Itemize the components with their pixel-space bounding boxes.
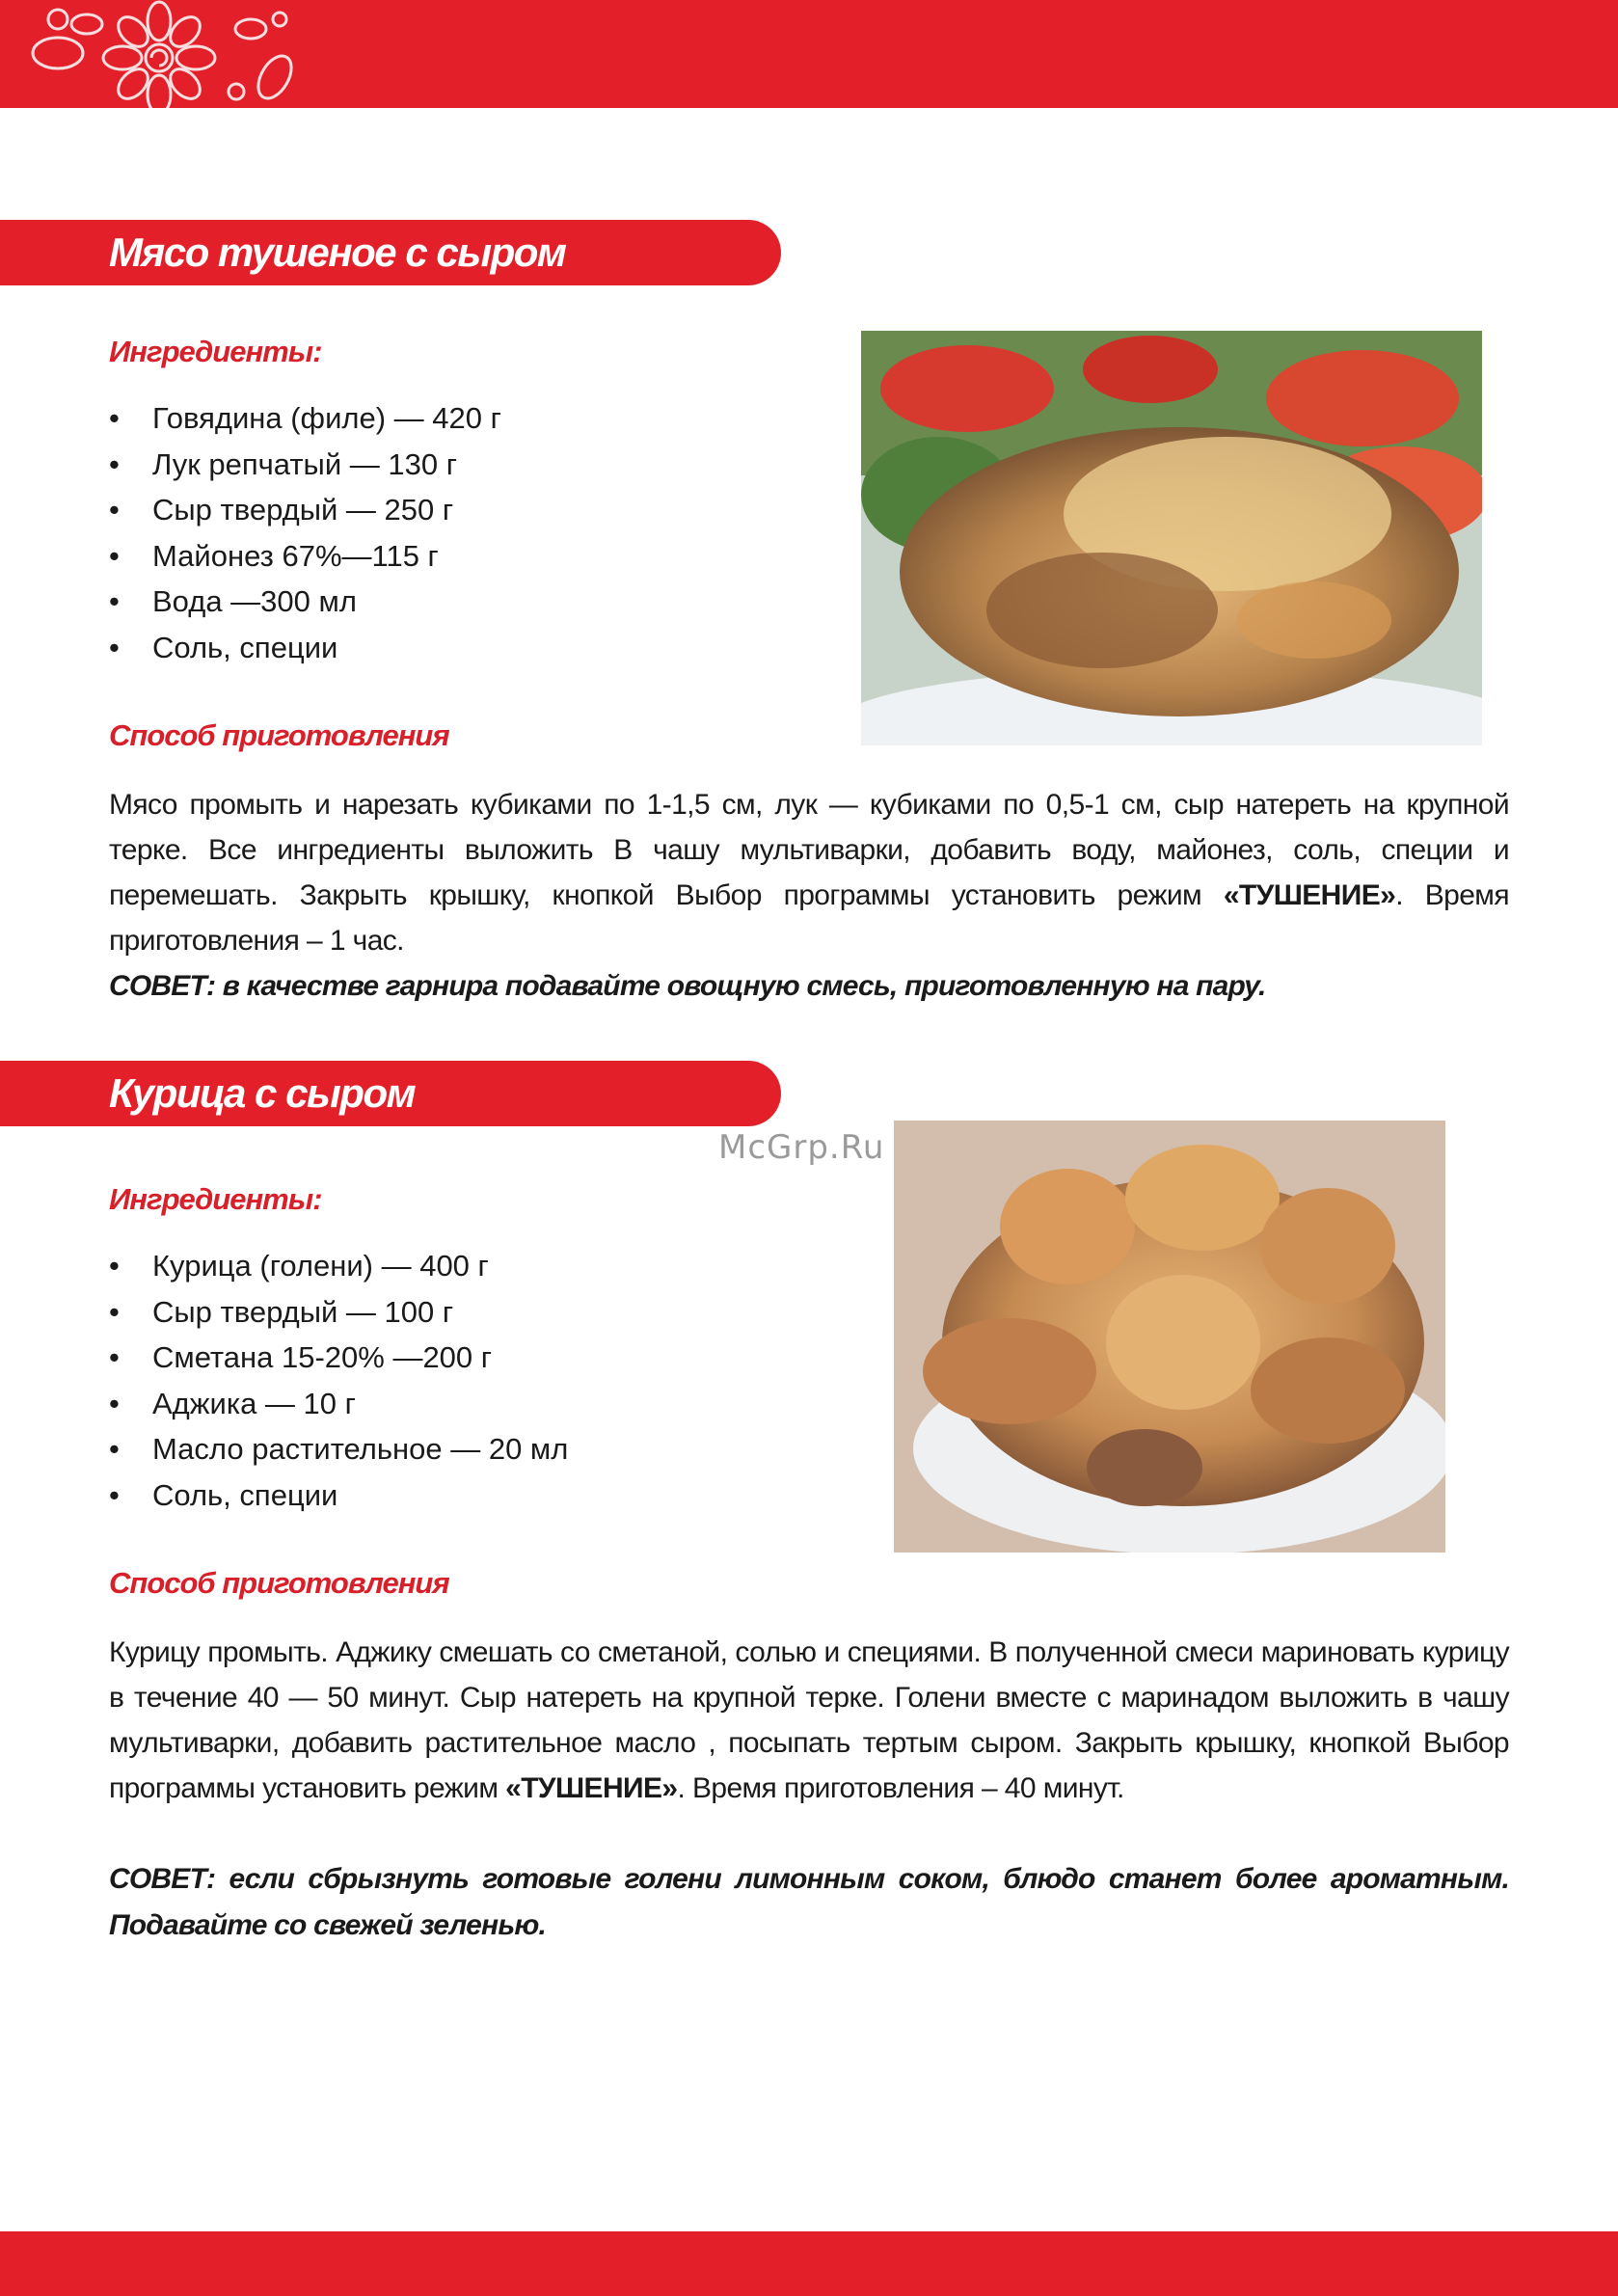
recipe-1-photo [861,331,1482,745]
recipe-1-method-label: Способ приготовления [109,718,449,752]
ingredient-item: • Курица (голени) — 400 г [109,1243,568,1289]
recipe-1-method-text [109,782,1509,963]
ingredient-item: • Соль, специи [109,625,501,671]
recipe-2-method-label: Способ приготовления [109,1566,449,1600]
method-text: Курицу промыть. Аджику смешать со сметаной, солью и специями. В полученной смеси мариновать курицу в течение 40 — 50 минут. Сыр натереть на крупной терке. Голени вместе с маринадом выложить в чашу мультиварки, добавить растительное масло , посыпать тертым сыром. Закрыть крышку, кнопкой Выбор программы установить режим [109,1636,1509,1804]
recipe-1-ingredients-list [109,395,501,670]
recipe-2-tip: СОВЕТ: если сбрызнуть готовые голени лимонным соком, блюдо станет более ароматным. Подавайте со свежей зеленью. [109,1863,1509,1941]
chicken-dish-image [894,1121,1445,1553]
program-mode: «ТУШЕНИЕ» [505,1772,678,1804]
ingredient-item: • Вода —300 мл [109,579,501,625]
recipe-2-ingredients-list [109,1243,568,1518]
flower-decoration-icon [29,0,309,108]
method-text: Мясо промыть и нарезать кубиками по 1-1,5 см, лук — кубиками по 0,5-1 см, сыр натереть на крупной терке. Все ингредиенты выложить В чашу мультиварки, добавить воду, майонез, соль, специи и перемешать. Закрыть крышку, кнопкой Выбор программы установить режим [109,789,1509,911]
ingredient-item: • Майонез 67%—115 г [109,533,501,580]
header-bar [0,0,1618,108]
recipe-1-tip: СОВЕТ: в качестве гарнира подавайте овощную смесь, приготовленную на пару. [109,970,1266,1002]
ingredient-item: • Сыр твердый — 100 г [109,1289,568,1336]
recipe-2-title-banner [0,1061,781,1126]
ingredient-item: • Лук репчатый — 130 г [109,442,501,488]
recipe-1-title: Мясо тушеное с сыром [109,230,566,275]
ingredient-item: • Масло растительное — 20 мл [109,1426,568,1472]
ingredient-item: • Аджика — 10 г [109,1381,568,1427]
recipe-2-ingredients-label: Ингредиенты: [109,1182,322,1216]
recipe-2-method-text [109,1630,1509,1811]
ingredient-item: • Сметана 15-20% —200 г [109,1335,568,1381]
program-mode: «ТУШЕНИЕ» [1223,879,1396,911]
recipe-2-title: Курица с сыром [109,1070,416,1116]
footer-bar [0,2231,1618,2296]
ingredient-item: • Соль, специи [109,1472,568,1519]
recipe-2-photo [894,1121,1445,1553]
method-end: . Время приготовления – 40 минут. [677,1772,1124,1804]
ingredient-item: • Говядина (филе) — 420 г [109,395,501,442]
ingredient-item: • Сыр твердый — 250 г [109,487,501,533]
recipe-1-ingredients-label: Ингредиенты: [109,335,322,368]
beef-dish-image [861,331,1482,745]
recipe-1-title-banner [0,220,781,285]
method-end: . Время приготовления – 1 час. [109,879,1509,957]
watermark: McGrp.Ru [718,1128,885,1167]
